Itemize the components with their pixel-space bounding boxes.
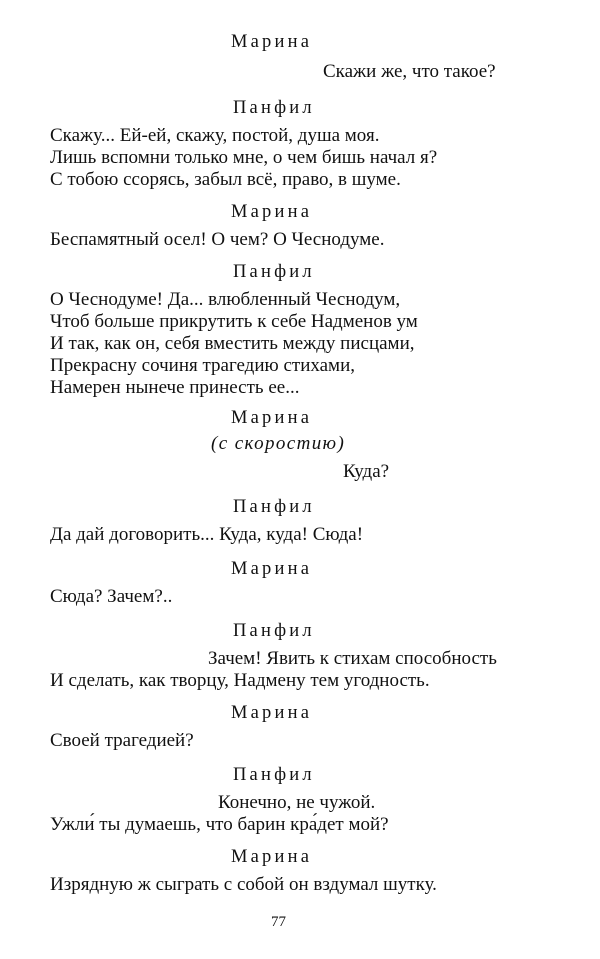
speaker-name: Марина [231,559,313,579]
verse-line: Беспамятный осел! О чем? О Чеснодуме. [50,229,385,250]
speaker-name: Марина [231,408,313,428]
speaker-name: Марина [231,202,313,222]
verse-line: Изрядную ж сыграть с собой он вздумал шутку. [50,874,437,895]
verse-line: Сюда? Зачем?.. [50,586,173,607]
page-number: 77 [271,914,286,930]
verse-line: Чтоб больше прикрутить к себе Надменов ум [50,311,418,332]
verse-line: Скажу... Ей-ей, скажу, постой, душа моя. [50,125,380,146]
speaker-name: Марина [231,847,313,867]
speaker-name: Панфил [233,497,315,517]
verse-line: И сделать, как творцу, Надмену тем угодность. [50,670,430,691]
verse-line: Ужли́ ты думаешь, что барин кра́дет мой? [50,814,389,835]
stage-direction: (с скоростию) [211,433,346,454]
speaker-name: Панфил [233,262,315,282]
verse-line: И так, как он, себя вместить между писцами, [50,333,415,354]
verse-line: Намерен нынече принесть ее... [50,377,300,398]
verse-line: Конечно, не чужой. [218,792,376,813]
speaker-name: Панфил [233,98,315,118]
speaker-name: Марина [231,32,313,52]
verse-line: С тобою ссорясь, забыл всё, право, в шуме. [50,169,401,190]
verse-line: Зачем! Явить к стихам способность [208,648,497,669]
verse-line: Лишь вспомни только мне, о чем бишь начал я? [50,147,438,168]
verse-line: Скажи же, что такое? [323,61,496,82]
speaker-name: Панфил [233,765,315,785]
verse-line: Куда? [343,461,390,482]
speaker-name: Панфил [233,621,315,641]
verse-line: Да дай договорить... Куда, куда! Сюда! [50,524,364,545]
verse-line: Прекрасну сочиня трагедию стихами, [50,355,355,376]
verse-line: О Чеснодуме! Да... влюбленный Чеснодум, [50,289,401,310]
speaker-name: Марина [231,703,313,723]
verse-line: Своей трагедией? [50,730,194,751]
